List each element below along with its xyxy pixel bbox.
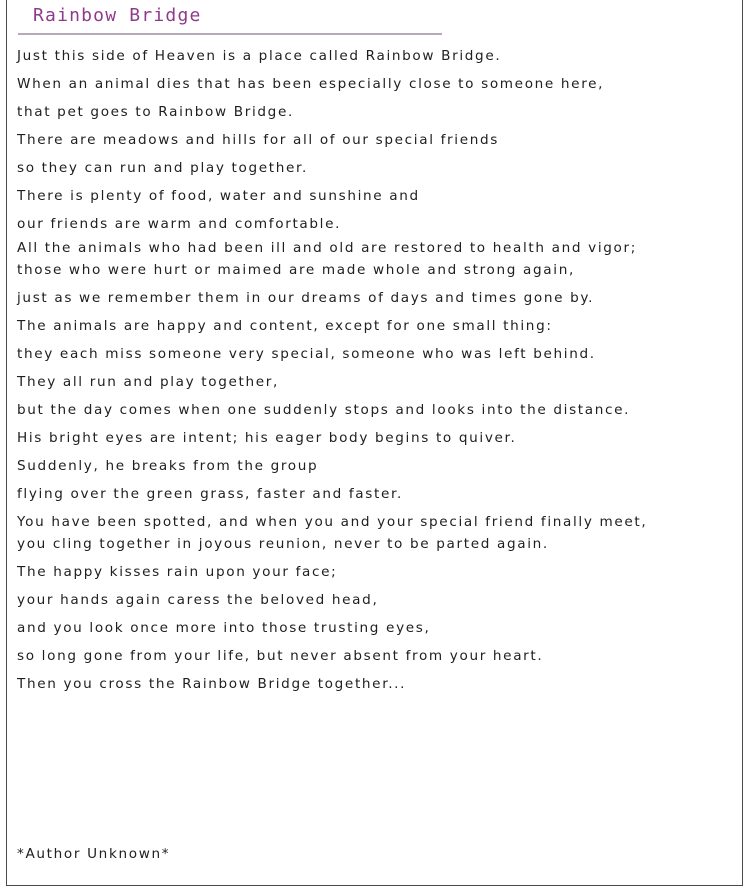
poem-line: When an animal dies that has been especially close to someone here, bbox=[17, 76, 605, 92]
stanza bbox=[17, 240, 732, 362]
poem-line: you cling together in joyous reunion, never to be parted again. bbox=[17, 536, 549, 552]
title-underline bbox=[18, 33, 442, 35]
poem-line: so they can run and play together. bbox=[17, 160, 308, 176]
poem-line: Just this side of Heaven is a place called Rainbow Bridge. bbox=[17, 48, 502, 64]
poem-line: your hands again caress the beloved head, bbox=[17, 592, 379, 608]
poem-body bbox=[17, 48, 732, 704]
poem-line: You have been spotted, and when you and your special friend finally meet, bbox=[17, 514, 648, 530]
author-credit: *Author Unknown* bbox=[17, 846, 171, 862]
poem-line: just as we remember them in our dreams of days and times gone by. bbox=[17, 290, 595, 306]
poem-line: His bright eyes are intent; his eager body begins to quiver. bbox=[17, 430, 517, 446]
poem-line: that pet goes to Rainbow Bridge. bbox=[17, 104, 294, 120]
poem-line: our friends are warm and comfortable. bbox=[17, 216, 342, 232]
poem-line: The animals are happy and content, except for one small thing: bbox=[17, 318, 553, 334]
page-title: Rainbow Bridge bbox=[33, 5, 202, 26]
poem-line: There is plenty of food, water and sunshine and bbox=[17, 188, 420, 204]
poem-line: They all run and play together, bbox=[17, 374, 279, 390]
stanza bbox=[17, 374, 732, 474]
poem-line: There are meadows and hills for all of our special friends bbox=[17, 132, 499, 148]
poem-line: flying over the green grass, faster and faster. bbox=[17, 486, 403, 502]
stanza bbox=[17, 48, 732, 232]
poem-line: Then you cross the Rainbow Bridge together... bbox=[17, 676, 407, 692]
poem-line: and you look once more into those trusting eyes, bbox=[17, 620, 431, 636]
poem-line: those who were hurt or maimed are made whole and strong again, bbox=[17, 262, 575, 278]
poem-line: All the animals who had been ill and old are restored to health and vigor; bbox=[17, 240, 637, 256]
poem-line: so long gone from your life, but never absent from your heart. bbox=[17, 648, 544, 664]
stanza bbox=[17, 486, 732, 664]
poem-line: The happy kisses rain upon your face; bbox=[17, 564, 338, 580]
poem-line: Suddenly, he breaks from the group bbox=[17, 458, 319, 474]
poem-line: they each miss someone very special, someone who was left behind. bbox=[17, 346, 596, 362]
stanza bbox=[17, 676, 732, 692]
poem-line: but the day comes when one suddenly stops and looks into the distance. bbox=[17, 402, 631, 418]
